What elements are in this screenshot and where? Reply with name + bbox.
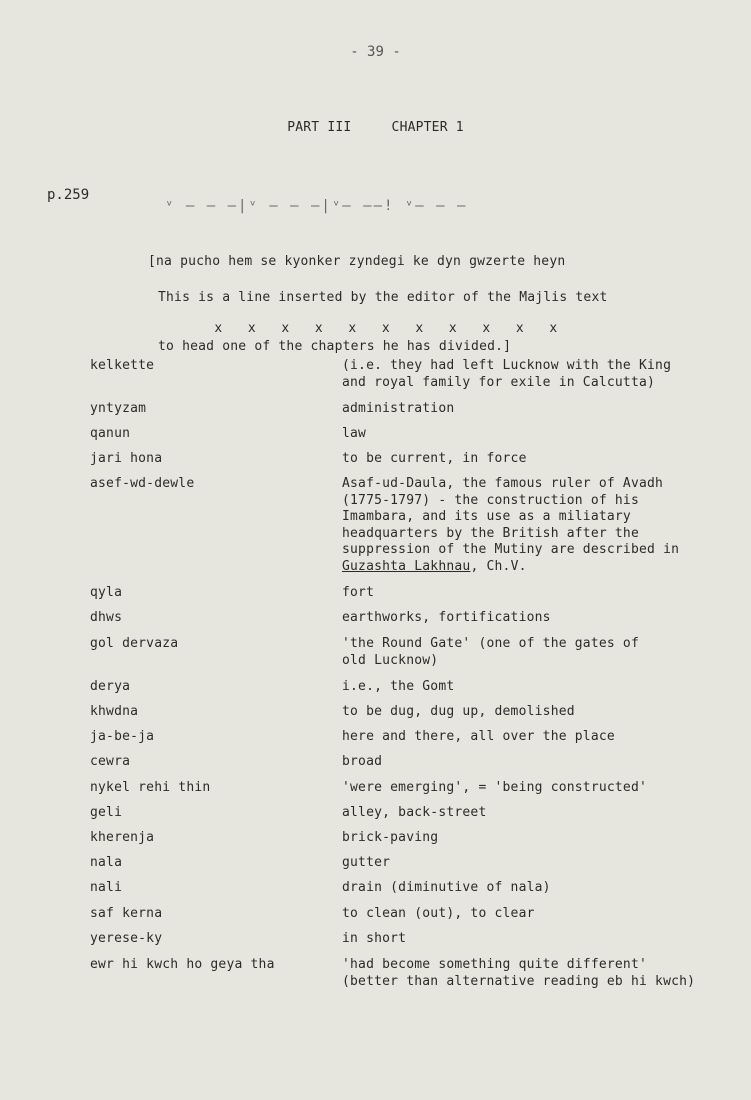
transliteration-text: [na pucho hem se kyonker zyndegi ke dyn gwzerte heyn <box>148 254 566 269</box>
glossary-definition <box>342 931 722 948</box>
section-separator <box>183 305 583 353</box>
separator-mark: x <box>348 321 357 336</box>
glossary-definition <box>342 780 722 797</box>
scansion-line: ᵛ — — —|ᵛ — — —|ᵛ— ——! ᵛ— — — <box>165 198 468 214</box>
definition-line: fort <box>342 585 375 600</box>
definition-line: gutter <box>342 855 391 870</box>
glossary-definition <box>342 610 722 627</box>
glossary-term: nala <box>90 855 123 870</box>
page-reference: p.259 <box>47 187 90 203</box>
glossary-definition <box>342 636 722 669</box>
definition-line: here and there, all over the place <box>342 729 615 744</box>
glossary-definition <box>342 805 722 822</box>
definition-line: broad <box>342 754 383 769</box>
definition-line: Imambara, and its use as a miliatary <box>342 509 631 524</box>
definition-line: suppression of the Mutiny are described in <box>342 542 680 557</box>
glossary-definition <box>342 358 722 391</box>
definition-line: drain (diminutive of nala) <box>342 880 551 895</box>
glossary-definition <box>342 426 722 443</box>
glossary-definition <box>342 476 722 575</box>
glossary-definition <box>342 830 722 847</box>
separator-mark: x <box>247 321 256 336</box>
glossary-term: qyla <box>90 585 123 600</box>
glossary-term: yntyzam <box>90 401 147 416</box>
definition-line: Asaf-ud-Daula, the famous ruler of Avadh <box>342 476 664 491</box>
chapter-heading: PART III CHAPTER 1 <box>287 120 464 135</box>
definition-line: to be dug, dug up, demolished <box>342 704 575 719</box>
definition-line: (1775-1797) - the construction of his <box>342 492 639 508</box>
editor-note-line-1: This is a line inserted by the editor of the Majlis text <box>158 290 608 305</box>
glossary-term: gol dervaza <box>90 636 179 651</box>
definition-line: law <box>342 426 367 441</box>
glossary-term: nykel rehi thin <box>90 780 211 795</box>
separator-mark: x <box>281 321 290 336</box>
glossary-definition <box>342 906 722 923</box>
definition-line: and royal family for exile in Calcutta) <box>342 374 656 390</box>
glossary-term: yerese-ky <box>90 931 163 946</box>
definition-line: brick-paving <box>342 830 439 845</box>
definition-line: in short <box>342 931 407 946</box>
glossary-definition <box>342 401 722 418</box>
definition-line: (i.e. they had left Lucknow with the King <box>342 358 672 373</box>
glossary-term: nali <box>90 880 123 895</box>
definition-line: alley, back-street <box>342 805 487 820</box>
definition-line: 'were emerging', = 'being constructed' <box>342 780 648 795</box>
separator-mark: x <box>448 321 457 336</box>
definition-line: 'had become something quite different' <box>342 957 648 972</box>
separator-mark: x <box>549 321 558 336</box>
glossary-term: kelkette <box>90 358 155 373</box>
glossary-definition <box>342 880 722 897</box>
definition-line: administration <box>342 401 455 416</box>
glossary-definition <box>342 585 722 602</box>
separator-mark: x <box>415 321 424 336</box>
glossary-term: kherenja <box>90 830 155 845</box>
separator-mark: x <box>482 321 491 336</box>
separator-mark: x <box>515 321 524 336</box>
glossary-definition <box>342 451 722 468</box>
definition-line: old Lucknow) <box>342 652 439 668</box>
glossary-term: derya <box>90 679 131 694</box>
glossary-term: ja-be-ja <box>90 729 155 744</box>
glossary-term: cewra <box>90 754 131 769</box>
separator-mark: x <box>214 321 223 336</box>
glossary-definition <box>342 679 722 696</box>
glossary-term: asef-wd-dewle <box>90 476 195 491</box>
editor-note-line-2: to head one of the chapters he has divided.] <box>158 339 512 354</box>
page-number: - 39 - <box>350 44 401 60</box>
glossary-term: ewr hi kwch ho geya tha <box>90 957 275 972</box>
definition-line: to be current, in force <box>342 451 527 466</box>
definition-line: 'the Round Gate' (one of the gates of <box>342 636 639 651</box>
glossary-term: dhws <box>90 610 123 625</box>
glossary-definition <box>342 754 722 771</box>
definition-line: (better than alternative reading eb hi kwch) <box>342 973 696 989</box>
definition-line: to clean (out), to clear <box>342 906 535 921</box>
definition-line: i.e., the Gomt <box>342 679 455 694</box>
glossary-definition <box>342 704 722 721</box>
glossary-definition <box>342 729 722 746</box>
glossary-term: jari hona <box>90 451 163 466</box>
glossary-term: geli <box>90 805 123 820</box>
glossary-definition <box>342 855 722 872</box>
definition-line: headquarters by the British after the <box>342 525 639 541</box>
definition-line-with-title: Guzashta Lakhnau, Ch.V. <box>342 558 527 574</box>
glossary-term: khwdna <box>90 704 139 719</box>
glossary-term: saf kerna <box>90 906 163 921</box>
definition-line: earthworks, fortifications <box>342 610 551 625</box>
separator-mark: x <box>314 321 323 336</box>
glossary-term: qanun <box>90 426 131 441</box>
glossary-definition <box>342 957 722 990</box>
book-title: Guzashta Lakhnau <box>342 558 471 574</box>
separator-mark: x <box>381 321 390 336</box>
